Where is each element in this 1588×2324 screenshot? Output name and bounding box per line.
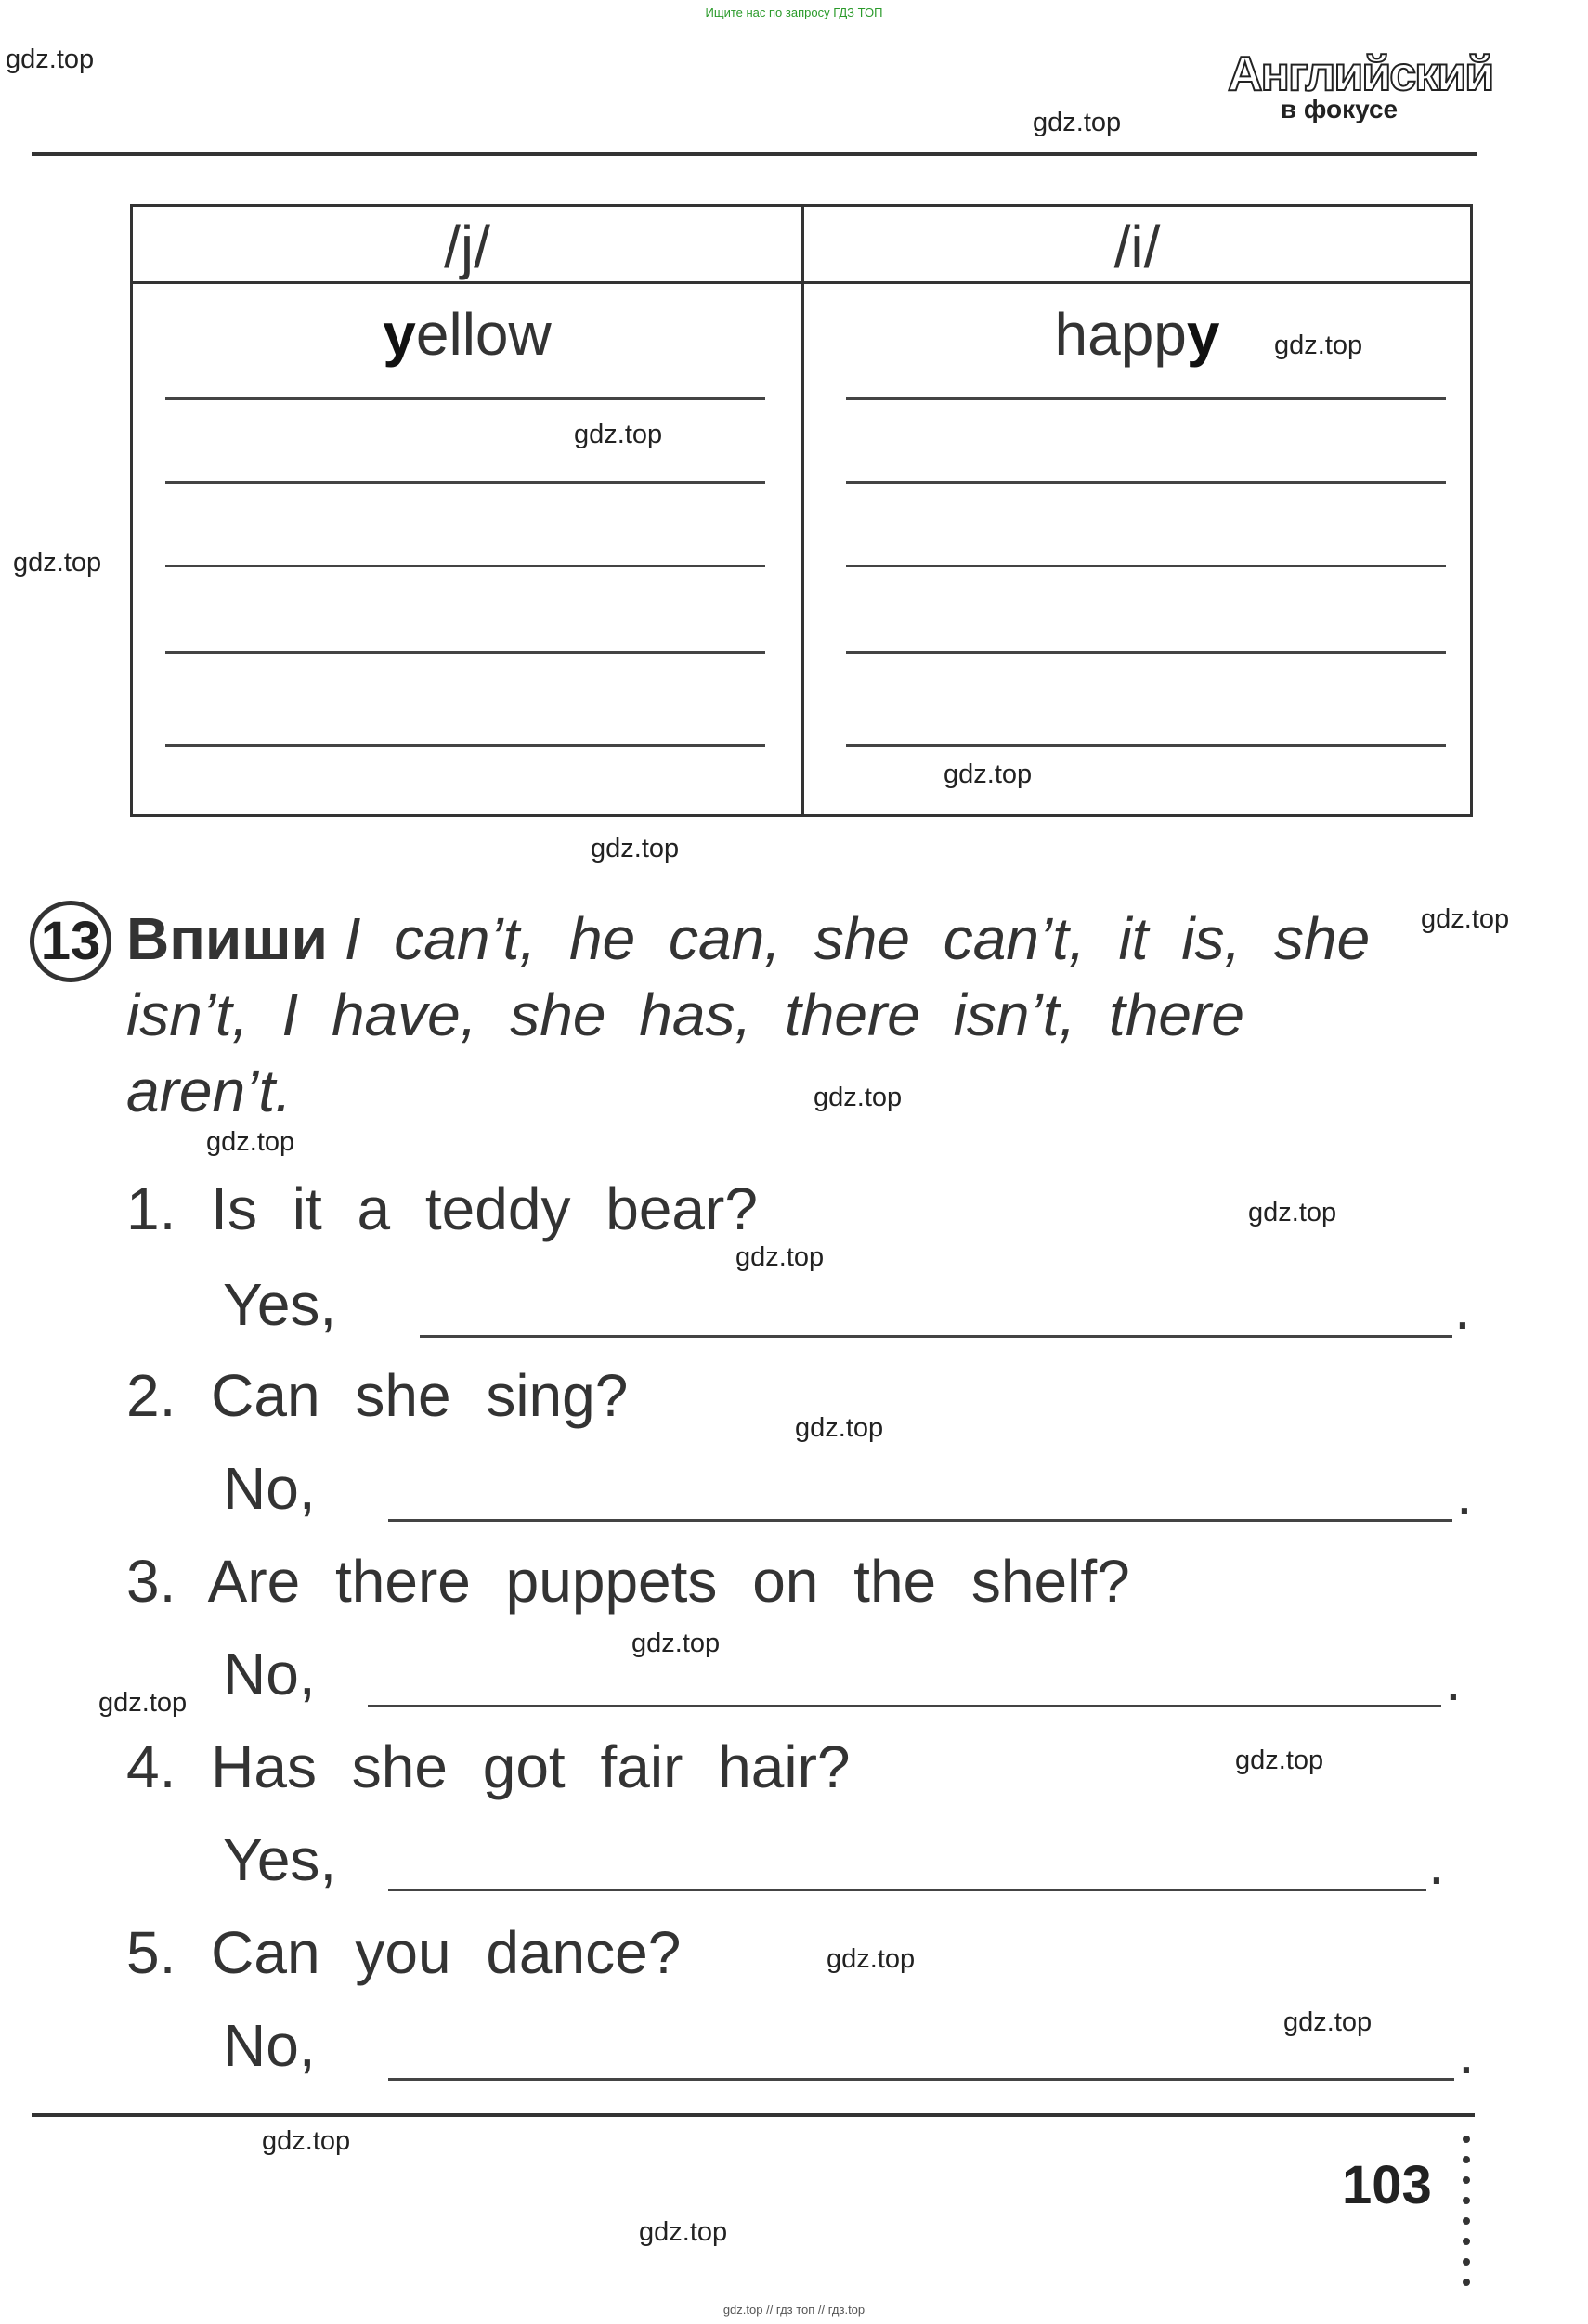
question-3: 3. Are there puppets on the shelf? [126, 1548, 1130, 1615]
watermark: gdz.top [574, 420, 663, 449]
answer-line-2[interactable] [388, 1519, 1452, 1522]
write-line[interactable] [165, 481, 765, 484]
answer-end-4: . [1428, 1830, 1445, 1897]
logo-subtitle: в фокусе [1280, 95, 1399, 123]
perforation-dots [1463, 2136, 1472, 2299]
example-happy-letter: y [1186, 301, 1220, 368]
table-header-rule [133, 281, 1470, 284]
textbook-logo [1228, 47, 1493, 141]
example-yellow-letter: y [383, 301, 416, 368]
watermark: gdz.top [735, 1242, 825, 1272]
answer-line-4[interactable] [388, 1889, 1426, 1891]
site-note-top[interactable]: Ищите нас по запросу ГДЗ ТОП [705, 6, 883, 19]
answer-prefix-3: No, [223, 1641, 316, 1707]
question-2: 2. Can she sing? [126, 1362, 629, 1429]
exercise-number: 13 [30, 901, 111, 982]
watermark: gdz.top [1033, 108, 1122, 137]
answer-prefix-1: Yes, [223, 1271, 337, 1338]
watermark: gdz.top [262, 2126, 351, 2156]
answer-line-5[interactable] [388, 2078, 1454, 2081]
watermark: gdz.top [795, 1413, 884, 1443]
table-divider [801, 207, 804, 814]
write-line[interactable] [165, 565, 765, 567]
answer-end-5: . [1458, 2019, 1475, 2086]
watermark: gdz.top [944, 760, 1033, 789]
answer-line-1[interactable] [420, 1335, 1452, 1338]
watermark: gdz.top [1283, 2007, 1373, 2037]
watermark: gdz.top [1421, 904, 1510, 934]
col-header-j: /j/ [444, 214, 490, 280]
logo-title: Английский [1228, 47, 1493, 101]
answer-line-3[interactable] [368, 1705, 1441, 1707]
instruction-verb: Впиши [126, 905, 328, 972]
bottom-rule [32, 2113, 1475, 2117]
watermark: gdz.top [1248, 1198, 1337, 1227]
answer-prefix-5: No, [223, 2012, 316, 2079]
sound-table [130, 204, 1473, 817]
answer-prefix-2: No, [223, 1455, 316, 1522]
watermark: gdz.top [13, 548, 102, 578]
watermark: gdz.top [1274, 331, 1363, 360]
watermark: gdz.top [631, 1629, 721, 1658]
watermark: gdz.top [639, 2217, 728, 2247]
write-line[interactable] [846, 481, 1446, 484]
write-line[interactable] [165, 651, 765, 654]
write-line[interactable] [846, 651, 1446, 654]
top-rule [32, 152, 1477, 156]
watermark: gdz.top [206, 1127, 295, 1157]
write-line[interactable] [846, 397, 1446, 400]
question-4: 4. Has she got fair hair? [126, 1733, 851, 1800]
watermark: gdz.top [6, 45, 95, 74]
write-line[interactable] [165, 397, 765, 400]
watermark: gdz.top [814, 1083, 903, 1112]
write-line[interactable] [846, 744, 1446, 747]
watermark: gdz.top [827, 1944, 916, 1974]
watermark: gdz.top [591, 834, 680, 863]
watermark: gdz.top [1235, 1746, 1324, 1775]
answer-prefix-4: Yes, [223, 1826, 337, 1893]
answer-end-1: . [1454, 1275, 1471, 1342]
write-line[interactable] [165, 744, 765, 747]
write-line[interactable] [846, 565, 1446, 567]
example-happy-start: happ [1054, 301, 1187, 368]
exercise-instruction [126, 901, 1408, 1129]
answer-end-2: . [1456, 1461, 1473, 1527]
answer-end-3: . [1445, 1646, 1462, 1713]
example-happy [804, 300, 1470, 369]
watermark: gdz.top [98, 1688, 188, 1718]
page-number: 103 [1342, 2155, 1432, 2215]
question-1: 1. Is it a teddy bear? [126, 1175, 758, 1242]
example-yellow-rest: ellow [415, 301, 552, 368]
instruction-words: I can’t, he can, she can’t, it is, she isn’t, I have, she has, there isn’t, there aren’t. [126, 905, 1371, 1124]
question-5: 5. Can you dance? [126, 1919, 682, 1986]
site-note-bottom[interactable]: gdz.top // гдз топ // гдз.top [722, 2303, 866, 2317]
example-yellow [133, 300, 801, 369]
col-header-i: /i/ [1113, 214, 1161, 280]
